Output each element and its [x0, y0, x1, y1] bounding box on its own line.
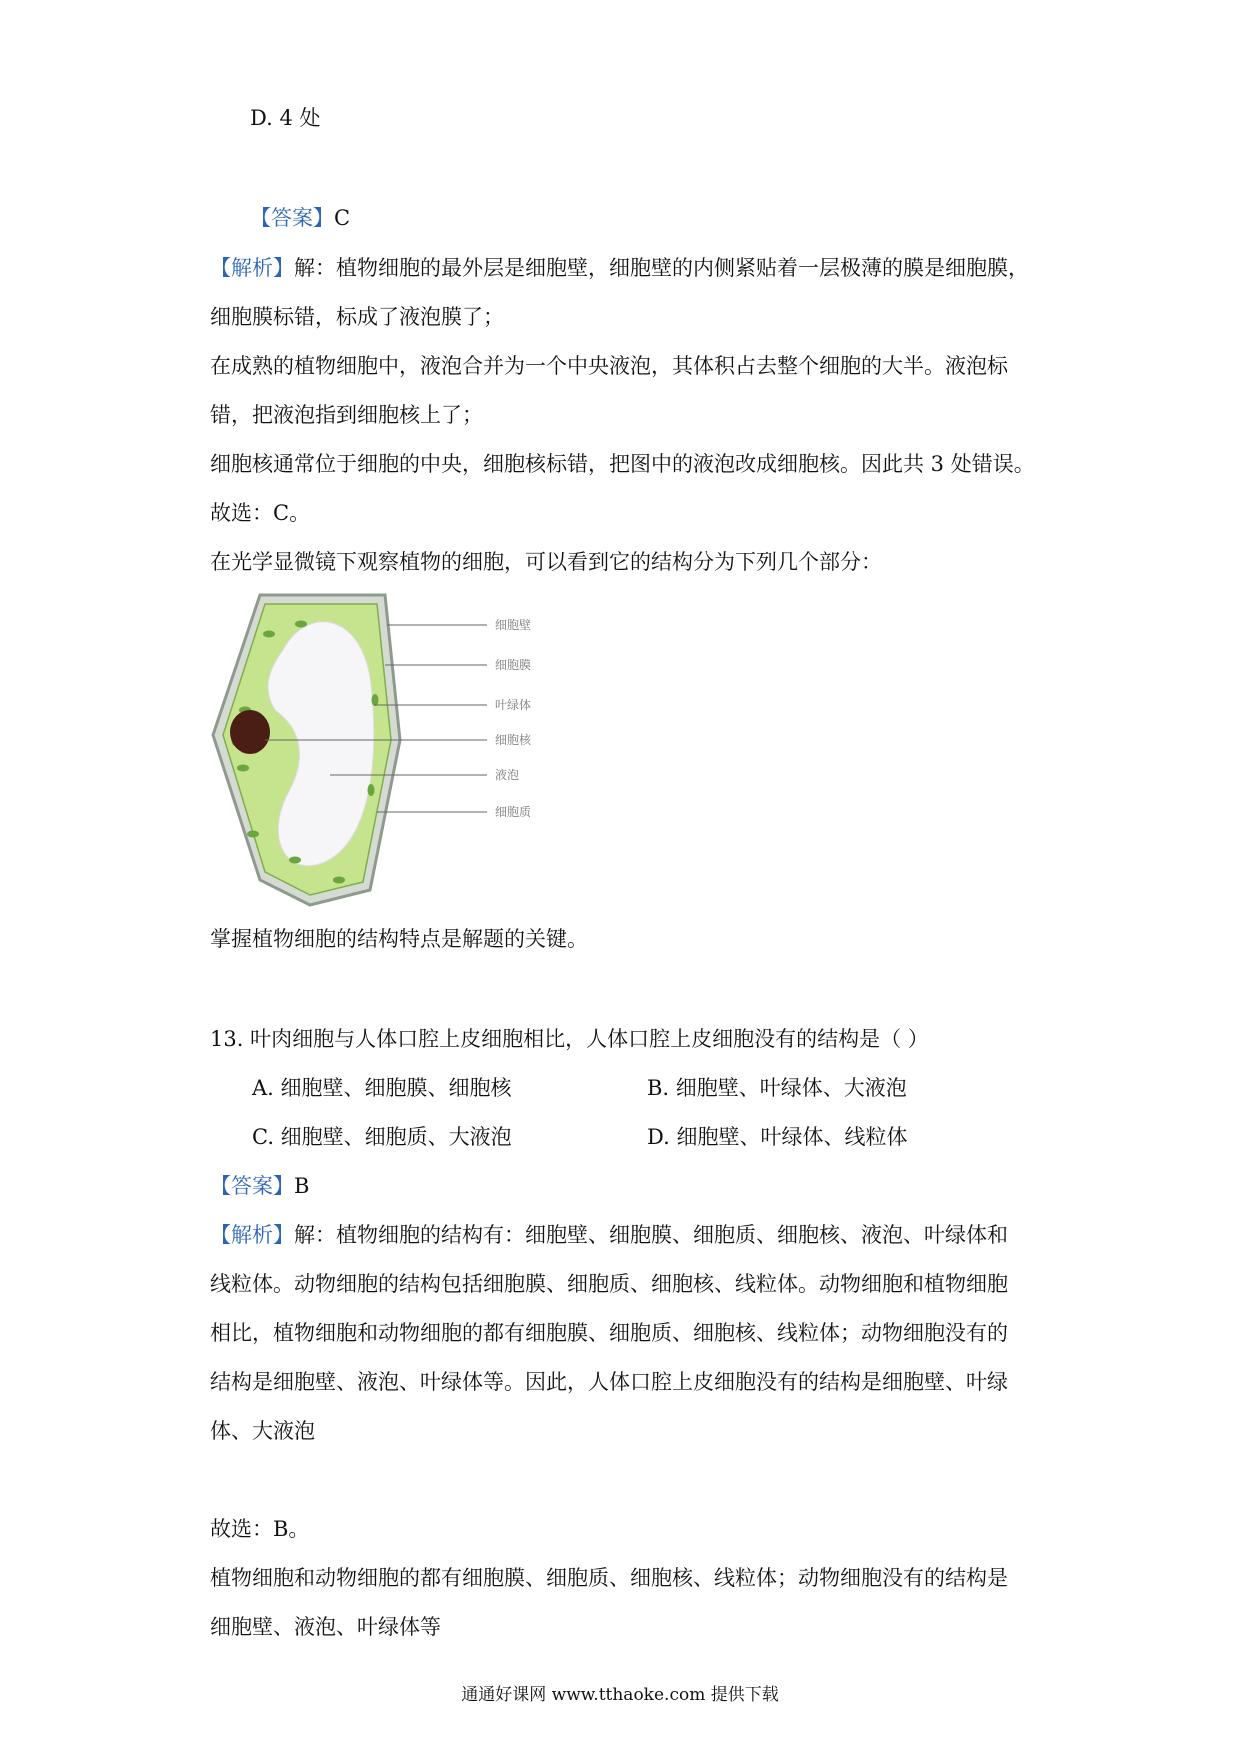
- analysis-tag: 【解析】: [210, 1223, 294, 1247]
- prev-option-d: D. 4 处: [250, 106, 321, 130]
- analysis-line-7: 在光学显微镜下观察植物的细胞，可以看到它的结构分为下列几个部分：: [210, 550, 882, 574]
- option-c: C. 细胞壁、细胞质、大液泡: [252, 1125, 512, 1149]
- label-nucleus: 细胞核: [495, 733, 532, 747]
- chloroplast: [289, 857, 301, 864]
- label-cell-wall: 细胞壁: [495, 618, 532, 632]
- option-b: B. 细胞壁、叶绿体、大液泡: [647, 1076, 907, 1100]
- answer-value: B: [294, 1174, 310, 1198]
- plant-cell-diagram: [205, 590, 565, 910]
- analysis-text: 解：植物细胞的最外层是细胞壁，细胞壁的内侧紧贴着一层极薄的膜是细胞膜，: [294, 256, 1029, 280]
- question-13-stem: 13. 叶肉细胞与人体口腔上皮细胞相比，人体口腔上皮细胞没有的结构是（ ）: [210, 1027, 929, 1051]
- key-point: 掌握植物细胞的结构特点是解题的关键。: [210, 927, 588, 951]
- chloroplast: [333, 877, 345, 884]
- chloroplast: [295, 621, 307, 628]
- q13-analysis-line-1: [210, 1220, 1008, 1250]
- chloroplast: [368, 784, 375, 796]
- analysis-text: 解：植物细胞的结构有：细胞壁、细胞膜、细胞质、细胞核、液泡、叶绿体和: [294, 1223, 1008, 1247]
- option-a: A. 细胞壁、细胞膜、细胞核: [252, 1076, 512, 1100]
- q13-analysis-line-7: 植物细胞和动物细胞的都有细胞膜、细胞质、细胞核、线粒体；动物细胞没有的结构是: [210, 1566, 1008, 1590]
- answer-tag: 【答案】: [210, 1174, 294, 1198]
- answer-value: C: [334, 206, 351, 230]
- analysis-tag: 【解析】: [210, 256, 294, 280]
- q13-answer-line: [210, 1171, 309, 1201]
- q13-analysis-line-8: 细胞壁、液泡、叶绿体等: [210, 1615, 441, 1639]
- analysis-line-5: 细胞核通常位于细胞的中央，细胞核标错，把图中的液泡改成细胞核。因此共 3 处错误。: [210, 452, 1035, 476]
- analysis-line-4: 错，把液泡指到细胞核上了；: [210, 403, 483, 427]
- nucleus: [230, 710, 270, 754]
- q13-analysis-line-2: 线粒体。动物细胞的结构包括细胞膜、细胞质、细胞核、线粒体。动物细胞和植物细胞: [210, 1272, 1008, 1296]
- analysis-line-2: 细胞膜标错，标成了液泡膜了；: [210, 305, 504, 329]
- analysis-line-3: 在成熟的植物细胞中，液泡合并为一个中央液泡，其体积占去整个细胞的大半。液泡标: [210, 354, 1008, 378]
- option-d: D. 细胞壁、叶绿体、线粒体: [647, 1125, 908, 1149]
- answer-tag: 【答案】: [250, 206, 334, 230]
- label-cytoplasm: 细胞质: [495, 805, 532, 819]
- analysis-line-6: 故选：C。: [210, 501, 311, 525]
- q13-analysis-line-4: 结构是细胞壁、液泡、叶绿体等。因此，人体口腔上皮细胞没有的结构是细胞壁、叶绿: [210, 1370, 1008, 1394]
- page-footer: 通通好课网 www.tthaoke.com 提供下载: [461, 1685, 779, 1705]
- label-vacuole: 液泡: [495, 768, 520, 782]
- chloroplast: [237, 765, 249, 772]
- q13-analysis-line-5: 体、大液泡: [210, 1419, 315, 1443]
- chloroplast: [372, 694, 379, 706]
- q13-analysis-line-3: 相比，植物细胞和动物细胞的都有细胞膜、细胞质、细胞核、线粒体；动物细胞没有的: [210, 1321, 1008, 1345]
- chloroplast: [263, 631, 275, 638]
- label-chloroplast: 叶绿体: [495, 698, 532, 712]
- q13-analysis-line-6: 故选：B。: [210, 1517, 310, 1541]
- analysis-line-1: [210, 253, 1029, 283]
- chloroplast: [247, 831, 259, 838]
- label-cell-membrane: 细胞膜: [495, 658, 532, 672]
- answer-line: [250, 203, 350, 233]
